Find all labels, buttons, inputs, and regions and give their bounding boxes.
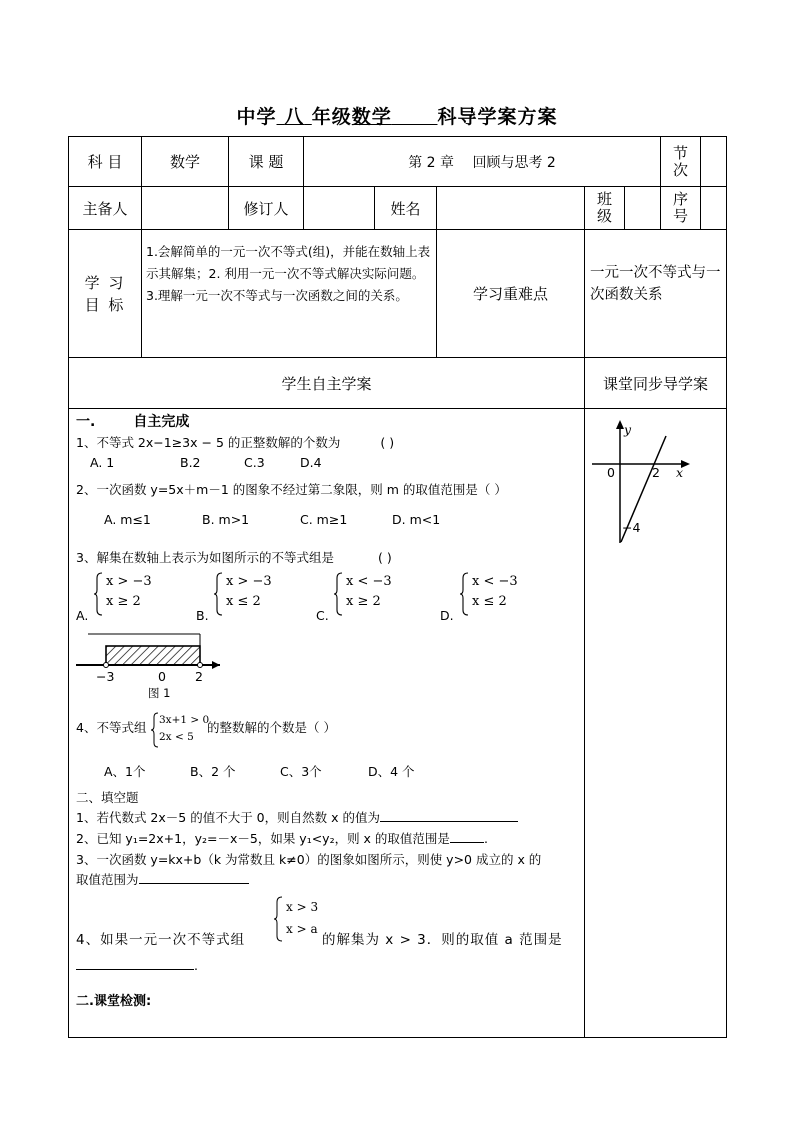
linear-function-graph — [590, 418, 695, 548]
graph-x-label: x — [676, 465, 684, 480]
subject-value: 数学 — [169, 153, 200, 171]
name-label: 姓名 — [390, 199, 421, 218]
fill-question-1: 1、若代数式 2x－5 的值不大于 0，则自然数 x 的值为 — [76, 808, 518, 826]
q1-option-b: B.2 — [180, 455, 201, 470]
q4-option-c: C、3个 — [280, 764, 322, 779]
graph-origin-label: 0 — [607, 465, 615, 480]
fill-question-3: 3、一次函数 y=kx+b（k 为常数且 k≠0）的图象如图所示，则使 y>0 成立的 x 的 — [76, 852, 542, 867]
graph-x-tick-label: 2 — [652, 465, 660, 480]
numline-label-0: 0 — [158, 669, 166, 684]
f4-brace — [274, 896, 284, 942]
page-title — [0, 102, 794, 129]
question-1: 1、不等式 2x−1≥3x − 5 的正整数解的个数为 ( ) — [76, 435, 395, 450]
title-blank — [392, 106, 438, 128]
part3-heading: 二.课堂检测: — [76, 994, 152, 1009]
question-3: 3、解集在数轴上表示为如图所示的不等式组是 ( ) — [76, 550, 392, 565]
title-grade: 八 — [284, 106, 305, 128]
q4-option-d: D、4 个 — [368, 764, 415, 779]
q4-system: 3x+1 > 0 2x < 5 — [159, 714, 210, 743]
f4-system: x > 3 x > a — [286, 900, 319, 936]
key-points-text: 一元一次不等式与一次函数关系 — [590, 265, 721, 303]
q1-option-a: A. 1 — [90, 455, 115, 470]
graph-y-tick-label: −4 — [622, 520, 641, 535]
figure-caption: 图 1 — [148, 686, 171, 700]
student-section-title: 学生自主学案 — [281, 374, 372, 393]
goals-label: 学 习 目 标 — [84, 273, 126, 314]
q2-option-c: C. m≥1 — [300, 512, 348, 527]
q1-option-d: D.4 — [300, 455, 322, 470]
q4-brace — [151, 712, 159, 748]
question-4-prefix: 4、不等式组 — [76, 720, 147, 735]
period-label: 节次 — [671, 144, 689, 179]
fill-question-4-prefix: 4、如果一元一次不等式组 — [76, 932, 246, 948]
question-4-suffix: 的整数解的个数是（ ） — [207, 720, 336, 735]
q4-option-a: A、1个 — [104, 764, 146, 779]
q2-option-b: B. m>1 — [202, 512, 250, 527]
title-part: 年级 — [311, 106, 352, 128]
subject-label: 科 目 — [87, 153, 123, 171]
fill-question-3-line2: 取值范围为 — [76, 870, 249, 888]
title-subject: 数学 — [351, 106, 392, 128]
part1-heading: 一. 自主完成 — [76, 414, 190, 430]
goals-text: 1.会解简单的一元一次不等式(组)，并能在数轴上表示其解集；2. 利用一元一次不等式解决实际问题。3.理解一元一次不等式与一次函数之间的关系。 — [146, 244, 431, 303]
question-2: 2、一次函数 y=5x＋m－1 的图象不经过第二象限，则 m 的取值范围是（ ） — [76, 482, 507, 497]
graph-y-label: y — [624, 422, 632, 437]
q4-option-b: B、2 个 — [190, 764, 236, 779]
numline-label-2: 2 — [195, 669, 203, 684]
q2-option-d: D. m<1 — [392, 512, 441, 527]
lesson-label: 课 题 — [248, 153, 284, 171]
title-part: 科导学案方案 — [437, 106, 558, 128]
fill-question-4-mid: 的解集为 x > 3．则的取值 a 范围是 — [322, 932, 563, 948]
title-part: 中学 — [236, 106, 277, 128]
fill-question-2: 2、已知 y₁=2x+1，y₂=－x－5，如果 y₁<y₂，则 x 的取值范围是 . — [76, 831, 488, 846]
class-section-title: 课堂同步导学案 — [602, 374, 708, 393]
lesson-value: 第 2 章 回顾与思考 2 — [408, 154, 556, 171]
seq-label: 序号 — [671, 191, 689, 225]
q1-option-c: C.3 — [244, 455, 265, 470]
key-points-label: 学习重难点 — [472, 285, 548, 303]
preparer-label: 主备人 — [82, 199, 128, 218]
q2-option-a: A. m≤1 — [104, 512, 151, 527]
part2-heading: 二、填空题 — [76, 790, 139, 805]
class-label: 班级 — [595, 191, 613, 225]
numline-label-minus3: −3 — [96, 669, 115, 684]
reviser-label: 修订人 — [243, 199, 289, 218]
fill-question-4-blank: . — [76, 958, 198, 973]
